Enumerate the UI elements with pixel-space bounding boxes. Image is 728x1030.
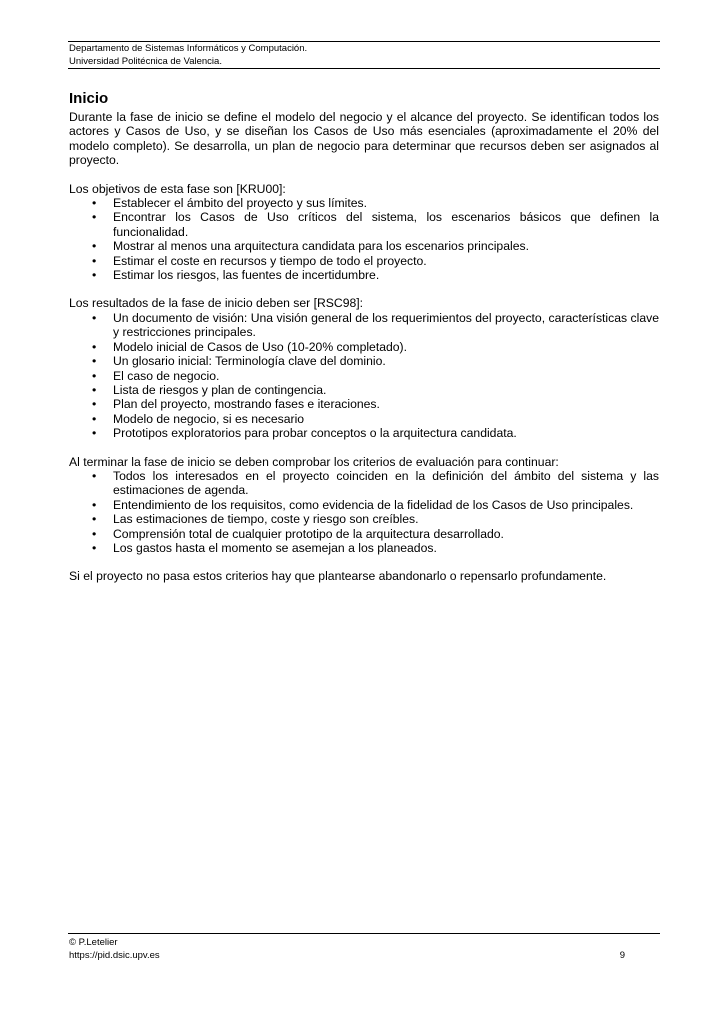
list-item: • Entendimiento de los requisitos, como evidencia de la fidelidad de los Casos de Uso principales.	[69, 498, 659, 512]
list-item: • Los gastos hasta el momento se asemejan a los planeados.	[69, 541, 659, 555]
header-department: Departamento de Sistemas Informáticos y Computación.	[69, 43, 308, 54]
page-footer	[69, 937, 659, 962]
list-item: • Prototipos exploratorios para probar conceptos o la arquitectura candidata.	[69, 426, 659, 440]
results-list	[69, 311, 659, 441]
page-header	[69, 43, 307, 68]
list-item: • Modelo inicial de Casos de Uso (10-20% completado).	[69, 340, 659, 354]
header-top-rule	[68, 41, 660, 42]
criteria-list	[69, 469, 659, 555]
closing-paragraph: Si el proyecto no pasa estos criterios hay que plantearse abandonarlo o repensarlo profundamente.	[69, 569, 607, 584]
header-bottom-rule	[68, 68, 660, 69]
page-number: 9	[619, 949, 625, 961]
list-item: • Lista de riesgos y plan de contingencia.	[69, 383, 659, 397]
list-item: • Un glosario inicial: Terminología clave del dominio.	[69, 354, 659, 368]
header-university: Universidad Politécnica de Valencia.	[69, 55, 222, 67]
objectives-list	[69, 196, 659, 282]
list-item: • Comprensión total de cualquier prototipo de la arquitectura desarrollado.	[69, 527, 659, 541]
intro-paragraph: Durante la fase de inicio se define el modelo del negocio y el alcance del proyecto. Se identifican todos los actores y Casos de Uso, y se diseñan los Casos de Uso más esenciales (aproximadamente el 20% del modelo completo). Se desarrolla, un plan de negocio para determinar que recursos deben ser asignados al proyecto.	[69, 110, 659, 168]
objectives-lead: Los objetivos de esta fase son [KRU00]:	[69, 181, 286, 196]
footer-rule	[68, 933, 660, 934]
list-item: • Plan del proyecto, mostrando fases e iteraciones.	[69, 397, 659, 411]
footer-copyright: © P.Letelier	[69, 937, 118, 948]
list-item: • Todos los interesados en el proyecto coinciden en la definición del ámbito del sistema y las estimaciones de agenda.	[69, 469, 659, 498]
section-title: Inicio	[69, 90, 109, 107]
list-item: • Establecer el ámbito del proyecto y sus límites.	[69, 196, 659, 210]
list-item: • Modelo de negocio, si es necesario	[69, 412, 659, 426]
list-item: • Estimar los riesgos, las fuentes de incertidumbre.	[69, 268, 659, 282]
page-body	[69, 90, 659, 584]
list-item: • Un documento de visión: Una visión general de los requerimientos del proyecto, características clave y restricciones principales.	[69, 311, 659, 340]
list-item: • Las estimaciones de tiempo, coste y riesgo son creíbles.	[69, 512, 659, 526]
footer-url: https://pid.dsic.upv.es	[69, 949, 160, 961]
list-item: • Mostrar al menos una arquitectura candidata para los escenarios principales.	[69, 239, 659, 253]
criteria-lead: Al terminar la fase de inicio se deben comprobar los criterios de evaluación para continuar:	[69, 454, 559, 469]
list-item: • Encontrar los Casos de Uso críticos del sistema, los escenarios básicos que definen la funcionalidad.	[69, 210, 659, 239]
list-item: • El caso de negocio.	[69, 369, 659, 383]
list-item: • Estimar el coste en recursos y tiempo de todo el proyecto.	[69, 254, 659, 268]
results-lead: Los resultados de la fase de inicio deben ser [RSC98]:	[69, 296, 364, 311]
